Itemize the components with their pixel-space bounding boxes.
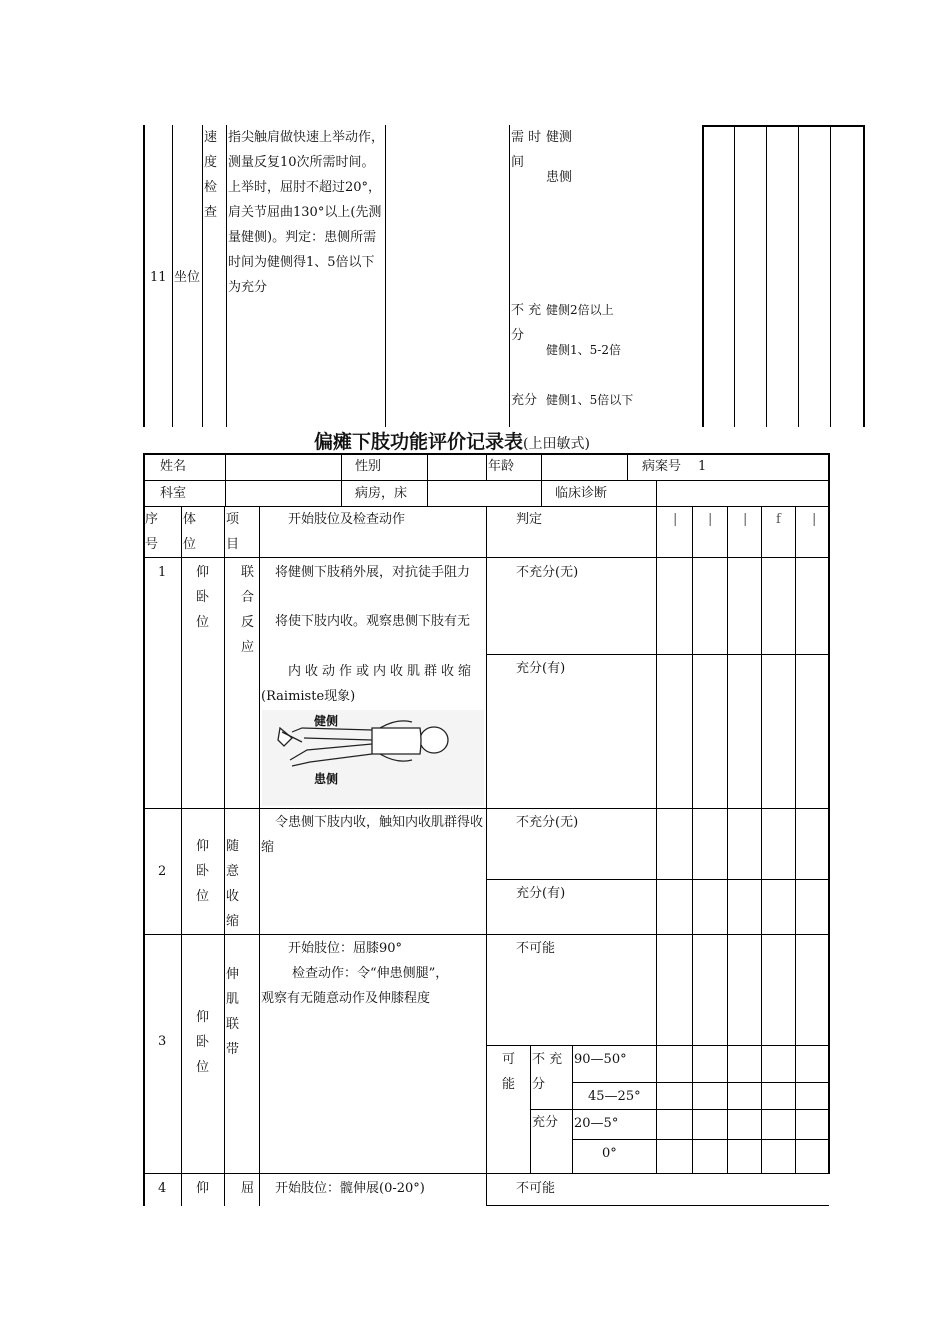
row3-range-3: 20—5°: [574, 1116, 619, 1131]
col-mark-5: |: [812, 512, 817, 527]
row11-affected: 患侧: [546, 170, 573, 185]
row2-item: 随意收缩: [226, 839, 240, 929]
row11-insufficient-2: 健侧1、5-2倍: [546, 343, 621, 357]
col-judge: 判定: [516, 512, 543, 527]
row1-desc-3: 内收动作或内收肌群收缩: [288, 664, 476, 679]
col-item: 项目: [226, 512, 240, 552]
row4-number: 4: [158, 1181, 167, 1196]
row3-range-1: 90—50°: [574, 1052, 627, 1067]
row11-sufficient: 充分: [511, 393, 538, 408]
row1-judge-sufficient: 充分(有): [516, 661, 566, 676]
row1-judge-insufficient: 不充分(无): [516, 565, 579, 580]
row3-judge-impossible: 不可能: [516, 941, 556, 956]
title-suffix: (上田敏式): [523, 436, 590, 452]
col-action: 开始肢位及检查动作: [288, 512, 406, 527]
row11-judge-need: 需 时间: [511, 130, 542, 170]
row1-desc-1: 将健侧下肢稍外展，对抗徒手阻力: [275, 565, 471, 580]
row3-position: 仰卧位: [196, 1010, 210, 1075]
case-label: 病案号: [642, 459, 682, 474]
ward-label: 病房，床: [355, 486, 408, 501]
row4-position: 仰: [196, 1181, 210, 1196]
row4-judge-impossible: 不可能: [516, 1181, 556, 1196]
row11-item: 速度检查: [204, 130, 218, 220]
case-value: 1: [698, 459, 707, 474]
col-number: 序号: [145, 512, 159, 552]
row4-description: 开始肢位：髋伸展(0-20°): [275, 1181, 425, 1196]
age-label: 年龄: [488, 459, 515, 474]
row3-desc-2: 检查动作：令“伸患侧腿”，: [292, 966, 449, 981]
row3-range-4: 0°: [602, 1146, 617, 1161]
row11-sufficient-1: 健侧1、5倍以下: [546, 393, 634, 407]
row11-healthy-measure: 健测: [546, 130, 573, 145]
row1-number: 1: [158, 565, 167, 580]
row11-description: 指尖触肩做快速上举动作，测量反复10次所需时间。上举时，屈肘不超过20°，肩关节屈曲130°以上(先测量健侧)。判定：患侧所需时间为健侧得1、5倍以下为充分: [228, 130, 385, 295]
row4-item: 屈: [241, 1181, 255, 1196]
sex-label: 性别: [355, 459, 382, 474]
row3-desc-1: 开始肢位：屈膝90°: [288, 941, 403, 956]
row3-item: 伸肌联带: [226, 967, 240, 1057]
row2-judge-sufficient: 充分(有): [516, 886, 566, 901]
row3-desc-3: 观察有无随意动作及伸膝程度: [261, 991, 431, 1006]
row11-insufficient-1: 健侧2倍以上: [546, 303, 614, 317]
row3-judge-possible: 可能: [502, 1052, 516, 1092]
row2-number: 2: [158, 864, 167, 879]
row11-number: 11: [150, 270, 167, 285]
col-mark-1: |: [673, 512, 678, 527]
row1-desc-2: 将使下肢内收。观察患侧下肢有无: [275, 614, 471, 629]
col-mark-4: f: [776, 512, 781, 527]
row2-judge-insufficient: 不充分(无): [516, 815, 579, 830]
row1-item: 联合反应: [241, 565, 255, 655]
row3-number: 3: [158, 1034, 167, 1049]
diagnosis-label: 临床诊断: [555, 486, 608, 501]
row2-description: 令患侧下肢内收，触知内收肌群得收缩: [261, 815, 484, 855]
row3-judge-insufficient: 不 充分: [532, 1052, 563, 1092]
row11-position: 坐位: [174, 270, 201, 285]
row11-insufficient: 不 充分: [511, 303, 542, 343]
col-mark-2: |: [708, 512, 713, 527]
title-text: 偏瘫下肢功能评价记录表: [314, 431, 524, 453]
body-figure-illustration: [262, 710, 484, 806]
figure-label-healthy: 健侧: [314, 714, 339, 728]
figure-label-affected: 患侧: [314, 772, 339, 786]
dept-label: 科室: [160, 486, 187, 501]
row2-position: 仰卧位: [196, 839, 210, 904]
row1-desc-4: (Raimiste现象): [261, 689, 356, 704]
col-position: 体位: [183, 512, 197, 552]
row1-position: 仰卧位: [196, 565, 210, 630]
col-mark-3: |: [743, 512, 748, 527]
page-title: [314, 427, 590, 454]
name-label: 姓名: [160, 459, 187, 474]
row3-range-2: 45—25°: [588, 1089, 641, 1104]
row3-judge-sufficient: 充分: [532, 1115, 559, 1130]
